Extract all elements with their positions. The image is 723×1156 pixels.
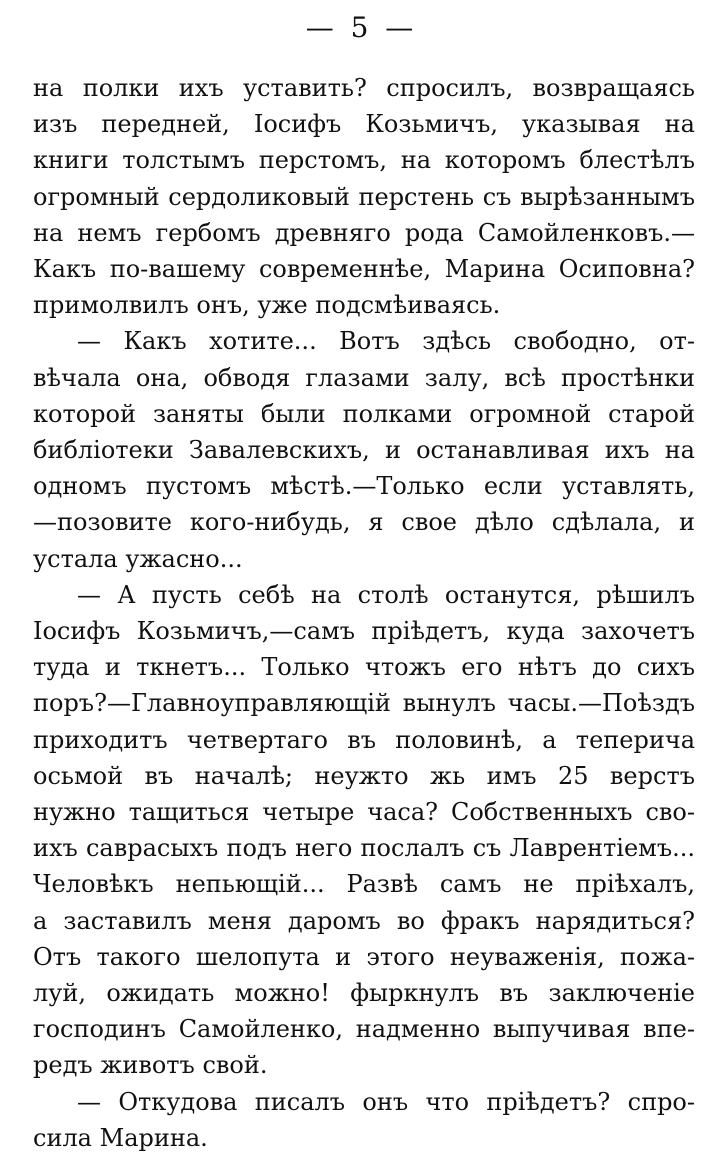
text-line: которой заняты были полками огромной старой (33, 399, 695, 428)
text-line: Какъ по-вашему современнѣе, Марина Осиповна? (33, 255, 695, 284)
text-line: — А пусть себѣ на столѣ останутся, рѣшилъ (77, 580, 695, 609)
text-line: редъ животъ свой. (33, 1051, 268, 1080)
text-line: приходитъ четвертаго въ половинѣ, а теперича (33, 725, 695, 754)
text-line: нужно тащиться четыре часа? Собственныхъ сво- (33, 798, 695, 827)
text-line: Человѣкъ непьющій... Развѣ самъ не пріѣхалъ, (33, 870, 695, 899)
text-line: — Откудова писалъ онъ что пріѣдетъ? спро- (77, 1087, 695, 1116)
text-line: а заставилъ меня даромъ во фракъ нарядиться? (33, 906, 695, 935)
text-line: вѣчала она, обводя глазами залу, всѣ простѣнки (33, 363, 695, 392)
text-line: библіотеки Завалевскихъ, и останавливая ихъ на (33, 436, 695, 465)
text-line: изъ передней, Іосифъ Козьмичъ, указывая на (33, 110, 695, 139)
text-line: одномъ пустомъ мѣстѣ.—Только если уставлять, (33, 472, 695, 501)
text-line: луй, ожидать можно! фыркнулъ въ заключеніе (33, 979, 695, 1008)
text-line: Отъ такого шелопута и этого неуваженія, пожа- (33, 942, 695, 971)
page-number: — 5 — (305, 11, 418, 44)
text-line: огромный сердоликовый перстень съ вырѣзаннымъ (33, 182, 695, 211)
text-line: Іосифъ Козьмичъ,—самъ пріѣдетъ, куда захочетъ (33, 617, 695, 646)
text-line: на полки ихъ уставить? спросилъ, возвращаясь (33, 74, 695, 102)
text-line: туда и ткнетъ... Только чтожъ его нѣтъ до сихъ (33, 653, 695, 682)
text-line: — Какъ хотите... Вотъ здѣсь свободно, от- (77, 327, 695, 356)
text-line: примолвилъ онъ, уже подсмѣиваясь. (33, 291, 501, 320)
text-line: осьмой въ началѣ; неужто жь имъ 25 верстъ (33, 761, 695, 790)
text-line: господинъ Самойленко, надменно выпучивая впе- (33, 1015, 695, 1044)
text-line: сила Марина. (33, 1123, 208, 1152)
text-line: устала ужасно... (33, 544, 243, 573)
text-line: на немъ гербомъ древняго рода Самойленковъ.— (33, 218, 695, 247)
text-line: —позовите кого-нибудь, я свое дѣло сдѣлала, и (33, 508, 695, 537)
page-text-body (33, 70, 695, 1156)
text-line: ихъ саврасыхъ подъ него послалъ съ Лаврентіемъ... (33, 834, 695, 863)
text-line: поръ?—Главноуправляющій вынулъ часы.—Поѣздъ (33, 689, 695, 718)
text-line: книги толстымъ перстомъ, на которомъ блестѣлъ (33, 146, 695, 175)
